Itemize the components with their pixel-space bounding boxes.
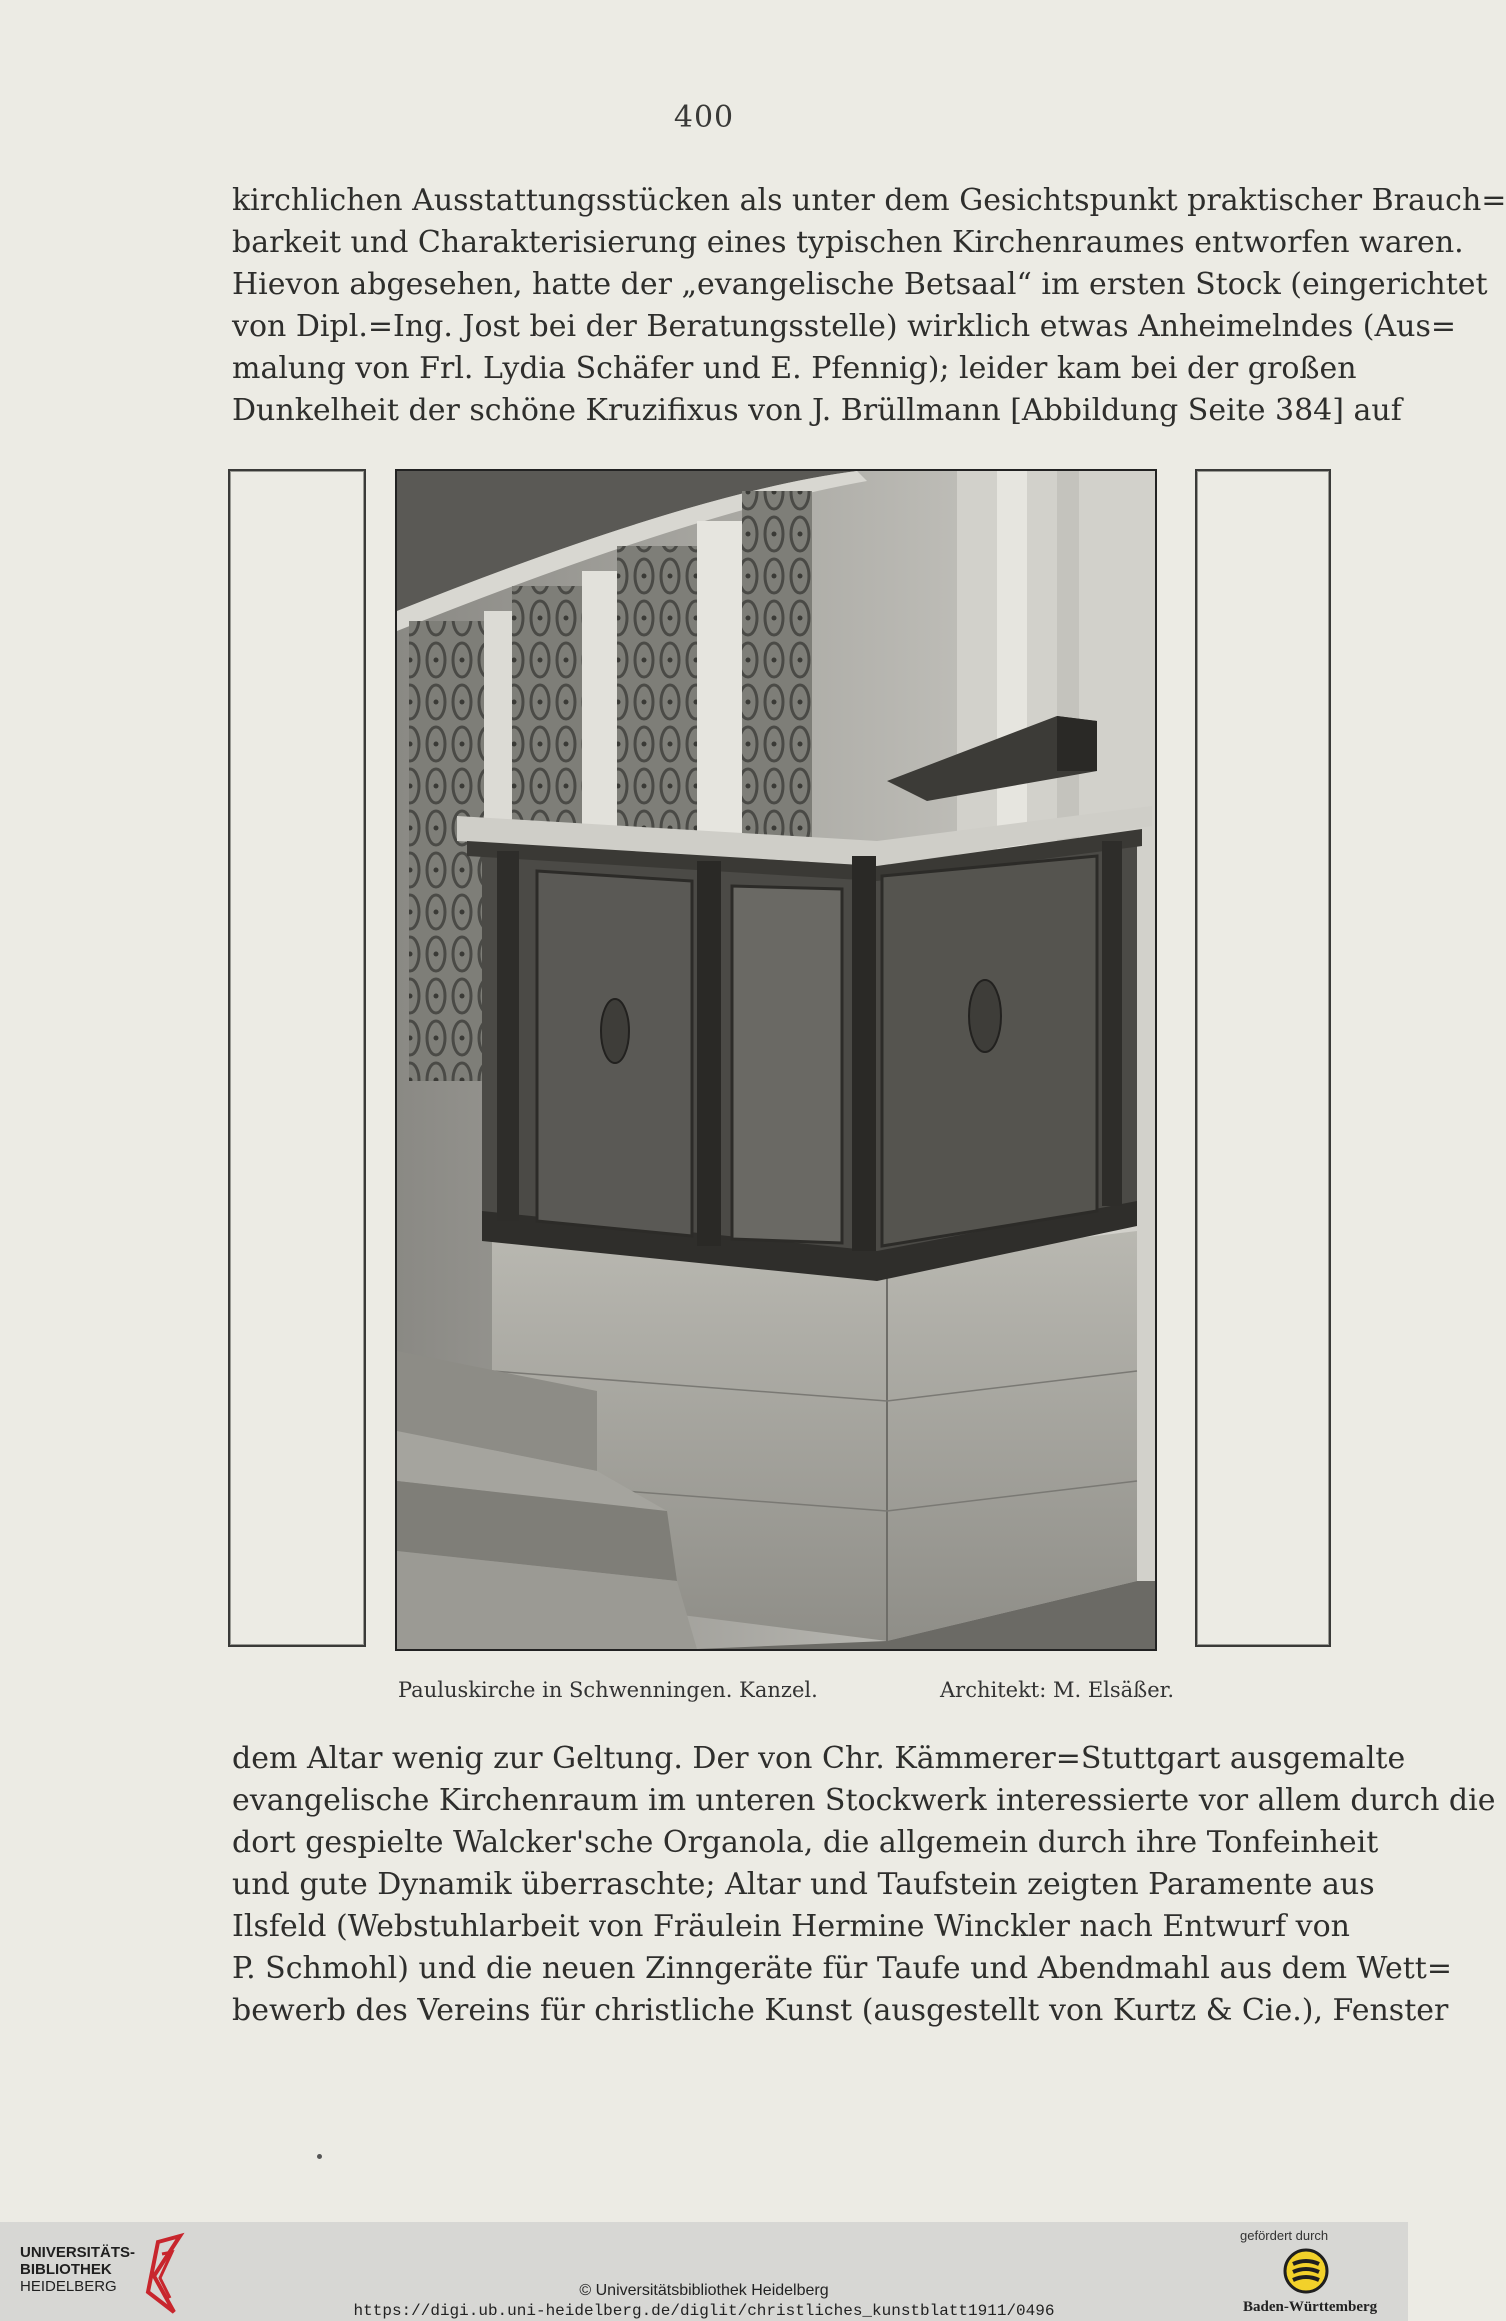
- figure-caption: Pauluskirche in Schwenningen. Kanzel.: [398, 1678, 818, 1702]
- paragraph-top: [232, 180, 1506, 432]
- library-name-line: BIBLIOTHEK: [20, 2261, 112, 2278]
- text-line: malung von Frl. Lydia Schäfer und E. Pfennig); leider kam bei der großen: [232, 351, 1357, 386]
- permalink-url[interactable]: https://digi.ub.uni-heidelberg.de/diglit/christliches_kunstblatt1911/0496: [353, 2302, 1055, 2320]
- text-line: Dunkelheit der schöne Kruzifixus von J. Brüllmann [Abbildung Seite 384] auf: [232, 393, 1402, 428]
- text-line: Ilsfeld (Webstuhlarbeit von Fräulein Hermine Winckler nach Entwurf von: [232, 1909, 1350, 1944]
- page-number: 400: [673, 100, 735, 135]
- figure-credit: Architekt: M. Elsäßer.: [940, 1678, 1175, 1702]
- library-name-line: UNIVERSITÄTS-: [20, 2244, 136, 2261]
- text-line: dort gespielte Walcker'sche Organola, die allgemein durch ihre Tonfeinheit: [232, 1825, 1379, 1860]
- pulpit-photograph: [395, 469, 1157, 1651]
- right-frame-panel: [1195, 469, 1331, 1647]
- sponsor-name: Baden-Württemberg: [1243, 2299, 1378, 2315]
- library-name-line: HEIDELBERG: [20, 2278, 117, 2295]
- footer-bar: [0, 2222, 1408, 2321]
- text-line: bewerb des Vereins für christliche Kunst (ausgestellt von Kurtz & Cie.), Fenster: [232, 1993, 1449, 2028]
- funded-by-label: gefördert durch: [1240, 2228, 1329, 2243]
- paragraph-bottom: [232, 1738, 1496, 2032]
- copyright-text: © Universitätsbibliothek Heidelberg: [579, 2282, 829, 2299]
- text-line: von Dipl.=Ing. Jost bei der Beratungsstelle) wirklich etwas Anheimelndes (Aus=: [232, 309, 1456, 344]
- baden-wuerttemberg-coat-of-arms-icon[interactable]: [1283, 2248, 1329, 2294]
- text-line: barkeit und Charakterisierung eines typischen Kirchenraumes entworfen waren.: [232, 225, 1464, 260]
- text-line: dem Altar wenig zur Geltung. Der von Chr. Kämmerer=Stuttgart ausgemalte: [232, 1741, 1406, 1776]
- text-line: und gute Dynamik überraschte; Altar und Taufstein zeigten Paramente aus: [232, 1867, 1375, 1902]
- text-line: evangelische Kirchenraum im unteren Stockwerk interessierte vor allem durch die: [232, 1783, 1496, 1818]
- page-speck: [317, 2154, 322, 2159]
- text-line: P. Schmohl) und die neuen Zinngeräte für Taufe und Abendmahl aus dem Wett=: [232, 1951, 1452, 1986]
- text-line: kirchlichen Ausstattungsstücken als unter dem Gesichtspunkt praktischer Brauch=: [232, 183, 1506, 218]
- left-frame-panel: [228, 469, 366, 1647]
- text-line: Hievon abgesehen, hatte der „evangelische Betsaal“ im ersten Stock (eingerichtet: [232, 267, 1488, 302]
